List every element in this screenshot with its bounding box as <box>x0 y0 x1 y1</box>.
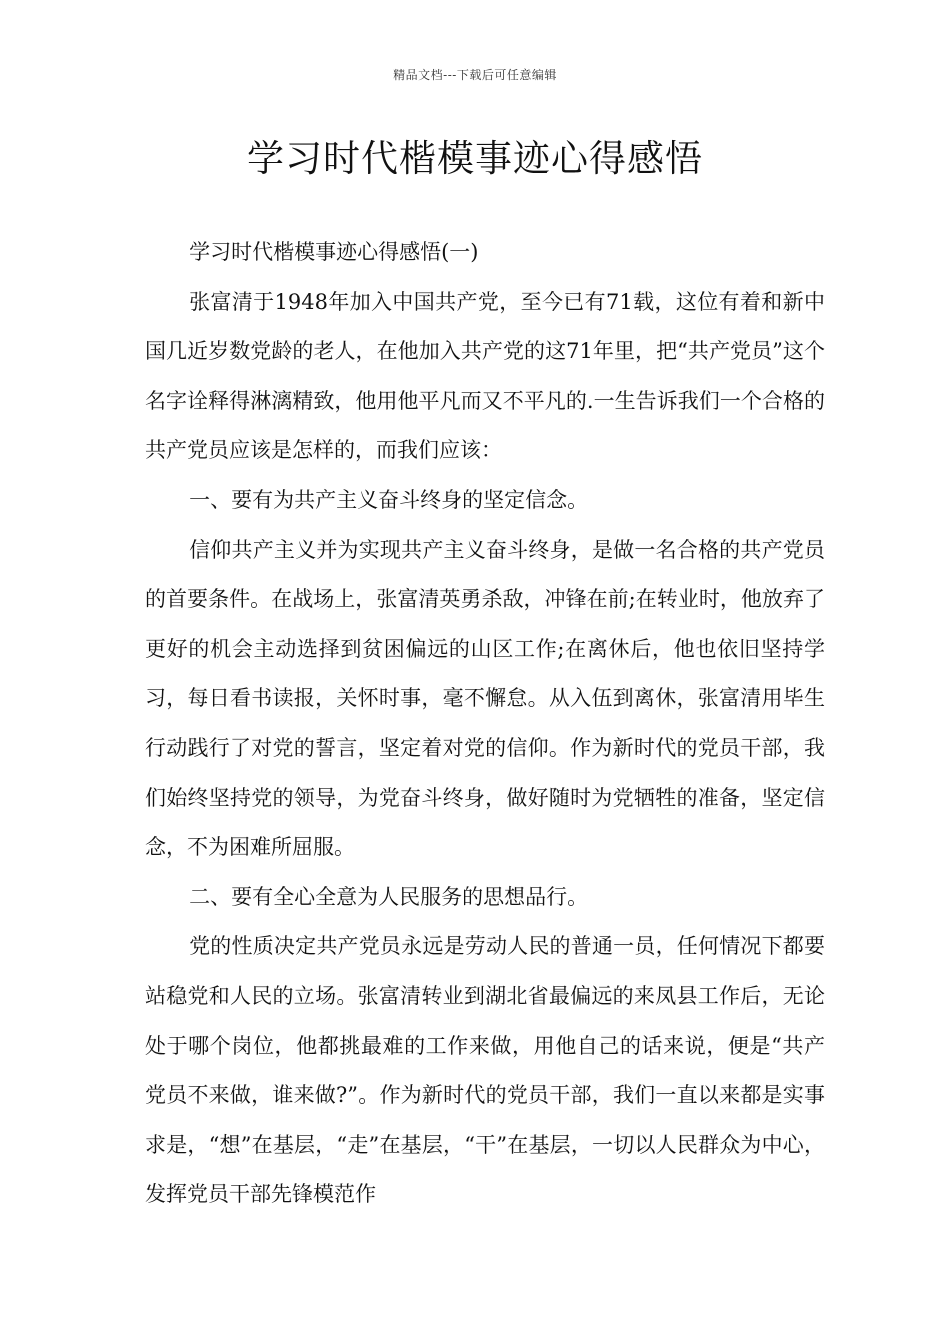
body-paragraph: 党的性质决定共产党员永远是劳动人民的普通一员，任何情况下都要站稳党和人民的立场。张富清转业到湖北省最偏远的来凤县工作后，无论处于哪个岗位，他都挑最难的工作来做，用他自己的话来说，便是“共产党员不来做，谁来做?”。作为新时代的党员干部，我们一直以来都是实事求是，“想”在基层，“走”在基层，“干”在基层，一切以人民群众为中心，发挥党员干部先锋模范作 <box>145 934 825 1207</box>
document-title: 学习时代楷模事迹心得感悟 <box>247 137 703 180</box>
subtitle-paragraph: 学习时代楷模事迹心得感悟(一) <box>189 240 479 264</box>
section-heading-2: 二、要有全心全意为人民服务的思想品行。 <box>189 884 589 909</box>
document-body <box>145 228 825 1220</box>
body-paragraph: 张富清于1948年加入中国共产党，至今已有71载，这位有着和新中国几近岁数党龄的老人，在他加入共产党的这71年里，把“共产党员”这个名字诠释得淋漓精致，他用他平凡而又不平凡的.一生告诉我们一个合格的共产党员应该是怎样的，而我们应该： <box>145 289 825 463</box>
header-note: 精品文档---下载后可任意编辑 <box>393 68 557 82</box>
section-heading-1: 一、要有为共产主义奋斗终身的坚定信念。 <box>189 487 589 512</box>
body-paragraph: 信仰共产主义并为实现共产主义奋斗终身，是做一名合格的共产党员的首要条件。在战场上，张富清英勇杀敌，冲锋在前;在转业时，他放弃了更好的机会主动选择到贫困偏远的山区工作;在离休后，他也依旧坚持学习，每日看书读报，关怀时事，毫不懈怠。从入伍到离休，张富清用毕生行动践行了对党的誓言，坚定着对党的信仰。作为新时代的党员干部，我们始终坚持党的领导，为党奋斗终身，做好随时为党牺牲的准备，坚定信念，不为困难所屈服。 <box>145 537 825 860</box>
